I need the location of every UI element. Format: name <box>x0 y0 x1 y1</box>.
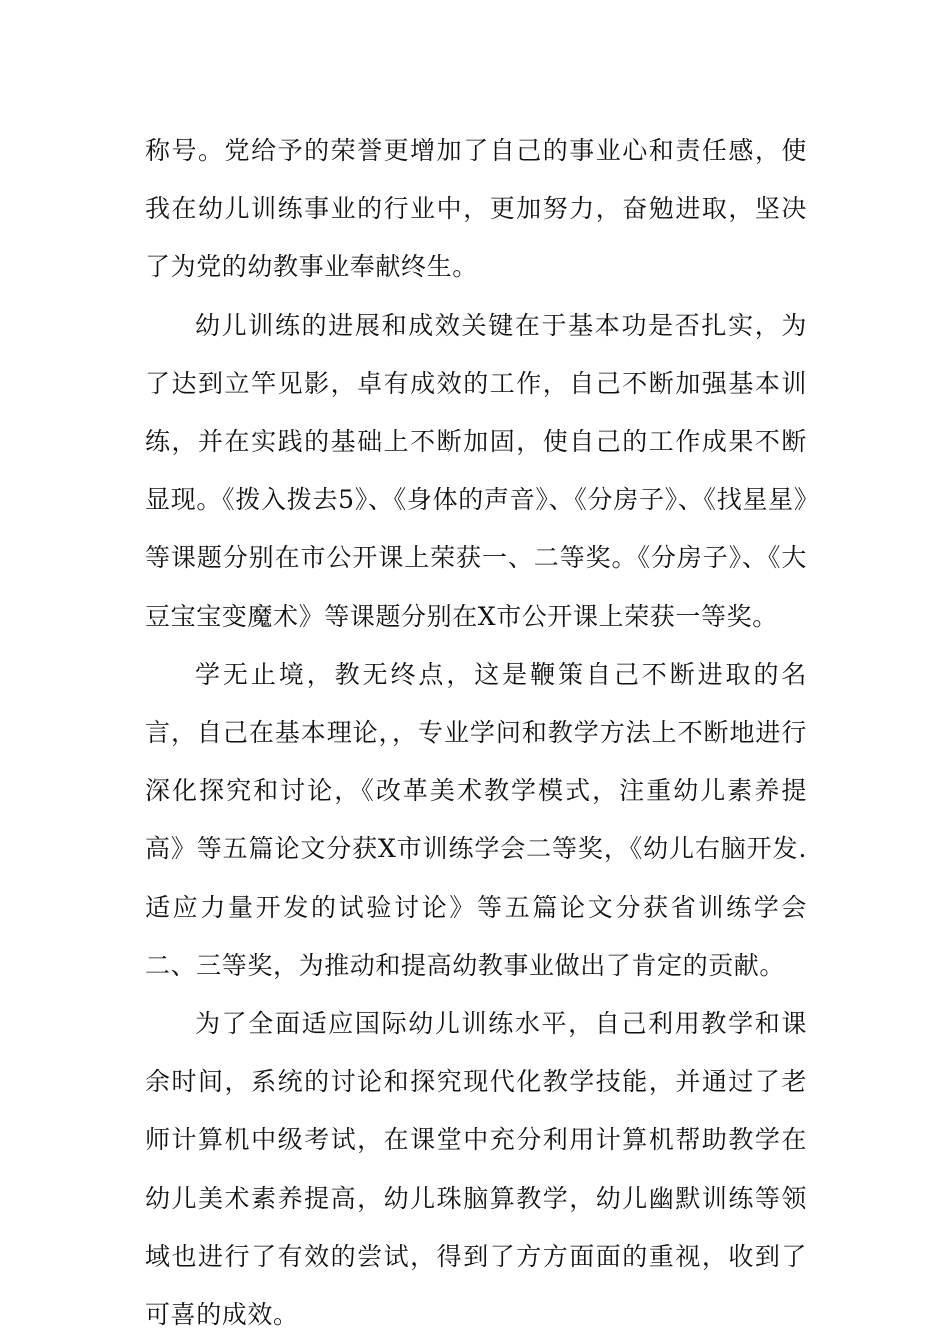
paragraph-technology: 为了全面适应国际幼儿训练水平，自己利用教学和课余时间，系统的讨论和探究现代化教学技能，并通过了老师计算机中级考试，在课堂中充分利用计算机帮助教学在幼儿美术素养提高，幼儿珠脑算教学，幼儿幽默训练等领域也进行了有效的尝试，得到了方方面面的重视，收到了可喜的成效。 <box>145 1009 807 1330</box>
paragraph-honor-continuation: 称号。党给予的荣誉更增加了自己的事业心和责任感，使我在幼儿训练事业的行业中，更加努力，奋勉进取，坚决了为党的幼教事业奉献终生。 <box>145 136 807 282</box>
document-page <box>145 122 807 1344</box>
paragraph-basic-skills: 幼儿训练的进展和成效关键在于基本功是否扎实，为了达到立竿见影，卓有成效的工作，自己不断加强基本训练，并在实践的基础上不断加固，使自己的工作成果不断显现。《拨入拨去5》、《身体的声音》、《分房子》、《找星星》等课题分别在市公开课上荣获一、二等奖。《分房子》、《大豆宝宝变魔术》等课题分别在X市公开课上荣获一等奖。 <box>145 310 807 631</box>
paragraph-research: 学无止境，教无终点，这是鞭策自己不断进取的名言，自己在基本理论，，专业学问和教学方法上不断地进行深化探究和讨论，《改革美术教学模式，注重幼儿素养提高》等五篇论文分获X市训练学会二等奖，《幼儿右脑开发.适应力量开发的试验讨论》等五篇论文分获省训练学会二、三等奖，为推动和提高幼教事业做出了肯定的贡献。 <box>145 659 807 980</box>
